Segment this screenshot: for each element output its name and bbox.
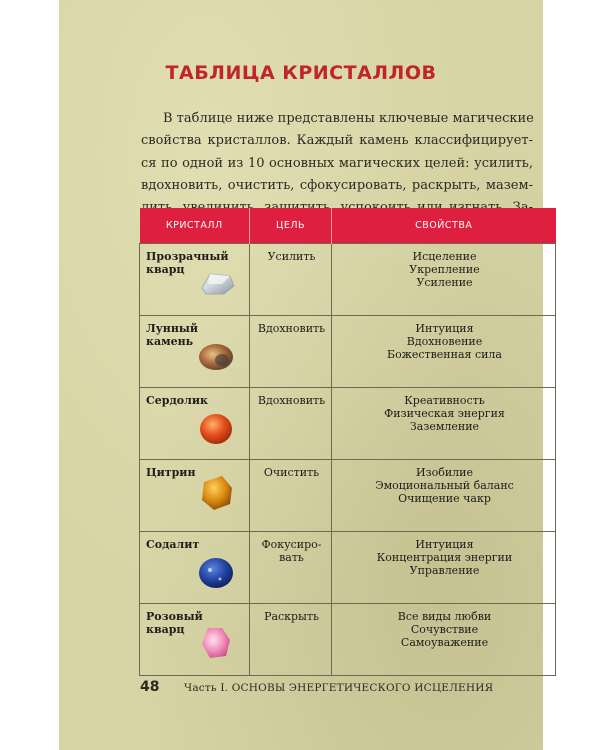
crystal-table <box>139 208 556 676</box>
crystal-cell <box>140 316 250 388</box>
crystal-name: Цитрин <box>146 466 196 479</box>
property-item: Эмоциональный баланс <box>375 479 514 492</box>
book-page <box>59 0 543 750</box>
property-item: Укрепление <box>409 263 480 276</box>
property-item: Усиление <box>416 276 473 289</box>
column-header-goal: ЦЕЛЬ <box>250 208 332 244</box>
goal-cell: Вдохновить <box>250 316 332 388</box>
crystal-name: Розовый кварц <box>146 610 203 636</box>
column-header-crystal: КРИСТАЛЛ <box>140 208 250 244</box>
property-item: Заземление <box>409 420 480 433</box>
intro-line: В таблице ниже представлены ключевые магические <box>163 111 534 126</box>
properties-cell <box>332 388 556 460</box>
intro-line: вдохновить, очистить, сфокусировать, раскрыть, мазем- <box>141 177 533 193</box>
goal-cell: Очистить <box>250 460 332 532</box>
page-number: 48 <box>140 679 160 695</box>
crystal-name: Сердолик <box>146 394 208 407</box>
property-item: Сочувствие <box>410 623 479 636</box>
goal-cell: Вдохновить <box>250 388 332 460</box>
crystal-cell <box>140 388 250 460</box>
crystal-name: Прозрачный кварц <box>146 250 229 276</box>
property-item: Исцеление <box>412 250 477 263</box>
page-title: ТАБЛИЦА КРИСТАЛЛОВ <box>165 62 437 84</box>
sodalite-icon <box>196 552 236 592</box>
running-head: Часть I. ОСНОВЫ ЭНЕРГЕТИЧЕСКОГО ИСЦЕЛЕНИЯ <box>184 682 494 694</box>
property-item: Интуиция <box>415 538 474 551</box>
table-row <box>140 604 556 676</box>
property-item: Вдохновение <box>406 335 483 348</box>
property-item: Интуиция <box>415 322 474 335</box>
crystal-name: Лунный камень <box>146 322 199 348</box>
crystal-cell <box>140 604 250 676</box>
goal-cell: Фокусиро-вать <box>250 532 332 604</box>
property-item: Управление <box>409 564 480 577</box>
goal-cell: Усилить <box>250 244 332 316</box>
property-item: Самоуважение <box>400 636 489 649</box>
property-item: Изобилие <box>416 466 473 479</box>
table-row <box>140 316 556 388</box>
table-row <box>140 388 556 460</box>
property-item: Все виды любви <box>397 610 492 623</box>
carnelian-icon <box>196 408 236 448</box>
crystal-cell <box>140 532 250 604</box>
table-header-row <box>140 208 556 244</box>
citrine-icon <box>196 472 236 512</box>
properties-cell <box>332 244 556 316</box>
table-row <box>140 532 556 604</box>
table-row <box>140 460 556 532</box>
properties-cell <box>332 316 556 388</box>
rose-quartz-icon <box>196 622 236 662</box>
properties-cell <box>332 604 556 676</box>
goal-cell: Раскрыть <box>250 604 332 676</box>
intro-paragraph <box>141 108 533 219</box>
table-row <box>140 244 556 316</box>
intro-line: свойства кристаллов. Каждый камень классифицирует- <box>141 133 533 149</box>
property-item: Очищение чакр <box>398 492 491 505</box>
moonstone-icon <box>196 336 236 376</box>
property-item: Концентрация энергии <box>376 551 513 564</box>
properties-cell <box>332 460 556 532</box>
property-item: Физическая энергия <box>384 407 505 420</box>
properties-cell <box>332 532 556 604</box>
clear-quartz-icon <box>196 262 236 302</box>
property-item: Божественная сила <box>387 348 502 361</box>
crystal-name: Содалит <box>146 538 200 551</box>
intro-line: ся по одной из 10 основных магических целей: усилить, <box>141 155 533 171</box>
property-item: Креативность <box>404 394 485 407</box>
crystal-cell <box>140 460 250 532</box>
column-header-properties: СВОЙСТВА <box>332 208 556 244</box>
crystal-cell <box>140 244 250 316</box>
